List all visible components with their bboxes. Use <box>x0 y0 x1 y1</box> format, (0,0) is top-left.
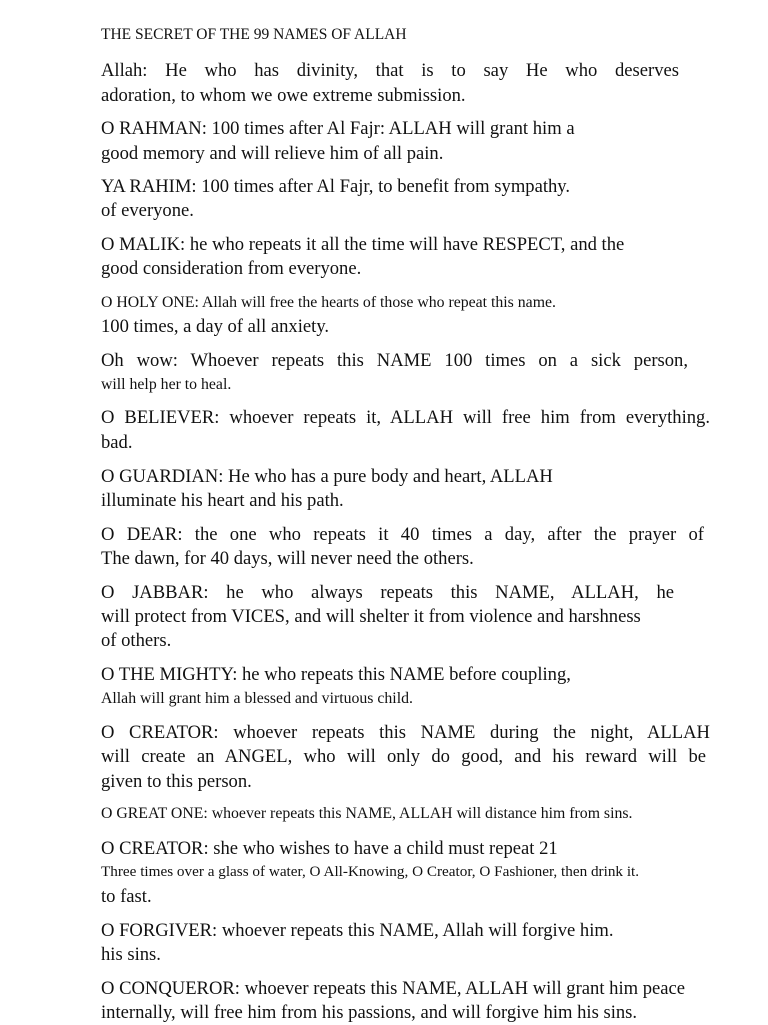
text-line: O GUARDIAN: He who has a pure body and heart, ALLAH <box>101 466 553 487</box>
text-line: will create an ANGEL, who will only do good, and his reward will be <box>101 746 706 767</box>
text-line: of others. <box>101 630 172 651</box>
text-line: O CREATOR: she who wishes to have a child must repeat 21 <box>101 838 558 859</box>
text-line: O THE MIGHTY: he who repeats this NAME before coupling, <box>101 664 571 685</box>
text-line: internally, will free him from his passions, and will forgive him his sins. <box>101 1002 638 1023</box>
text-line: given to this person. <box>101 771 252 792</box>
text-line: O FORGIVER: whoever repeats this NAME, Allah will forgive him. <box>101 920 614 941</box>
document-title: THE SECRET OF THE 99 NAMES OF ALLAH <box>101 26 407 43</box>
text-line: will protect from VICES, and will shelter it from violence and harshness <box>101 606 641 627</box>
text-line: good memory and will relieve him of all pain. <box>101 143 444 164</box>
text-line: illuminate his heart and his path. <box>101 490 344 511</box>
text-line: O CREATOR: whoever repeats this NAME during the night, ALLAH <box>101 722 710 743</box>
text-line: will help her to heal. <box>101 376 232 393</box>
text-line: his sins. <box>101 944 161 965</box>
text-line: Oh wow: Whoever repeats this NAME 100 times on a sick person, <box>101 350 688 371</box>
text-line: O RAHMAN: 100 times after Al Fajr: ALLAH will grant him a <box>101 118 575 139</box>
text-line: O MALIK: he who repeats it all the time will have RESPECT, and the <box>101 234 625 255</box>
text-line: YA RAHIM: 100 times after Al Fajr, to benefit from sympathy. <box>101 176 571 197</box>
text-line: adoration, to whom we owe extreme submission. <box>101 85 466 106</box>
text-line: Allah will grant him a blessed and virtuous child. <box>101 690 413 707</box>
text-line: O CONQUEROR: whoever repeats this NAME, ALLAH will grant him peace <box>101 978 686 999</box>
text-line: 100 times, a day of all anxiety. <box>101 316 330 337</box>
text-line: O HOLY ONE: Allah will free the hearts of those who repeat this name. <box>101 294 556 311</box>
text-line: bad. <box>101 432 133 453</box>
text-line: O DEAR: the one who repeats it 40 times a day, after the prayer of <box>101 524 704 545</box>
text-line: O BELIEVER: whoever repeats it, ALLAH will free him from everything. <box>101 407 710 428</box>
text-line: to fast. <box>101 886 152 907</box>
text-line: good consideration from everyone. <box>101 258 362 279</box>
text-line: The dawn, for 40 days, will never need the others. <box>101 548 474 569</box>
text-line: Allah: He who has divinity, that is to say He who deserves <box>101 60 679 81</box>
text-line: O JABBAR: he who always repeats this NAME, ALLAH, he <box>101 582 674 603</box>
text-line: of everyone. <box>101 200 194 221</box>
text-line: Three times over a glass of water, O All-Knowing, O Creator, O Fashioner, then drink it. <box>101 863 640 880</box>
text-line: O GREAT ONE: whoever repeats this NAME, ALLAH will distance him from sins. <box>101 805 633 822</box>
